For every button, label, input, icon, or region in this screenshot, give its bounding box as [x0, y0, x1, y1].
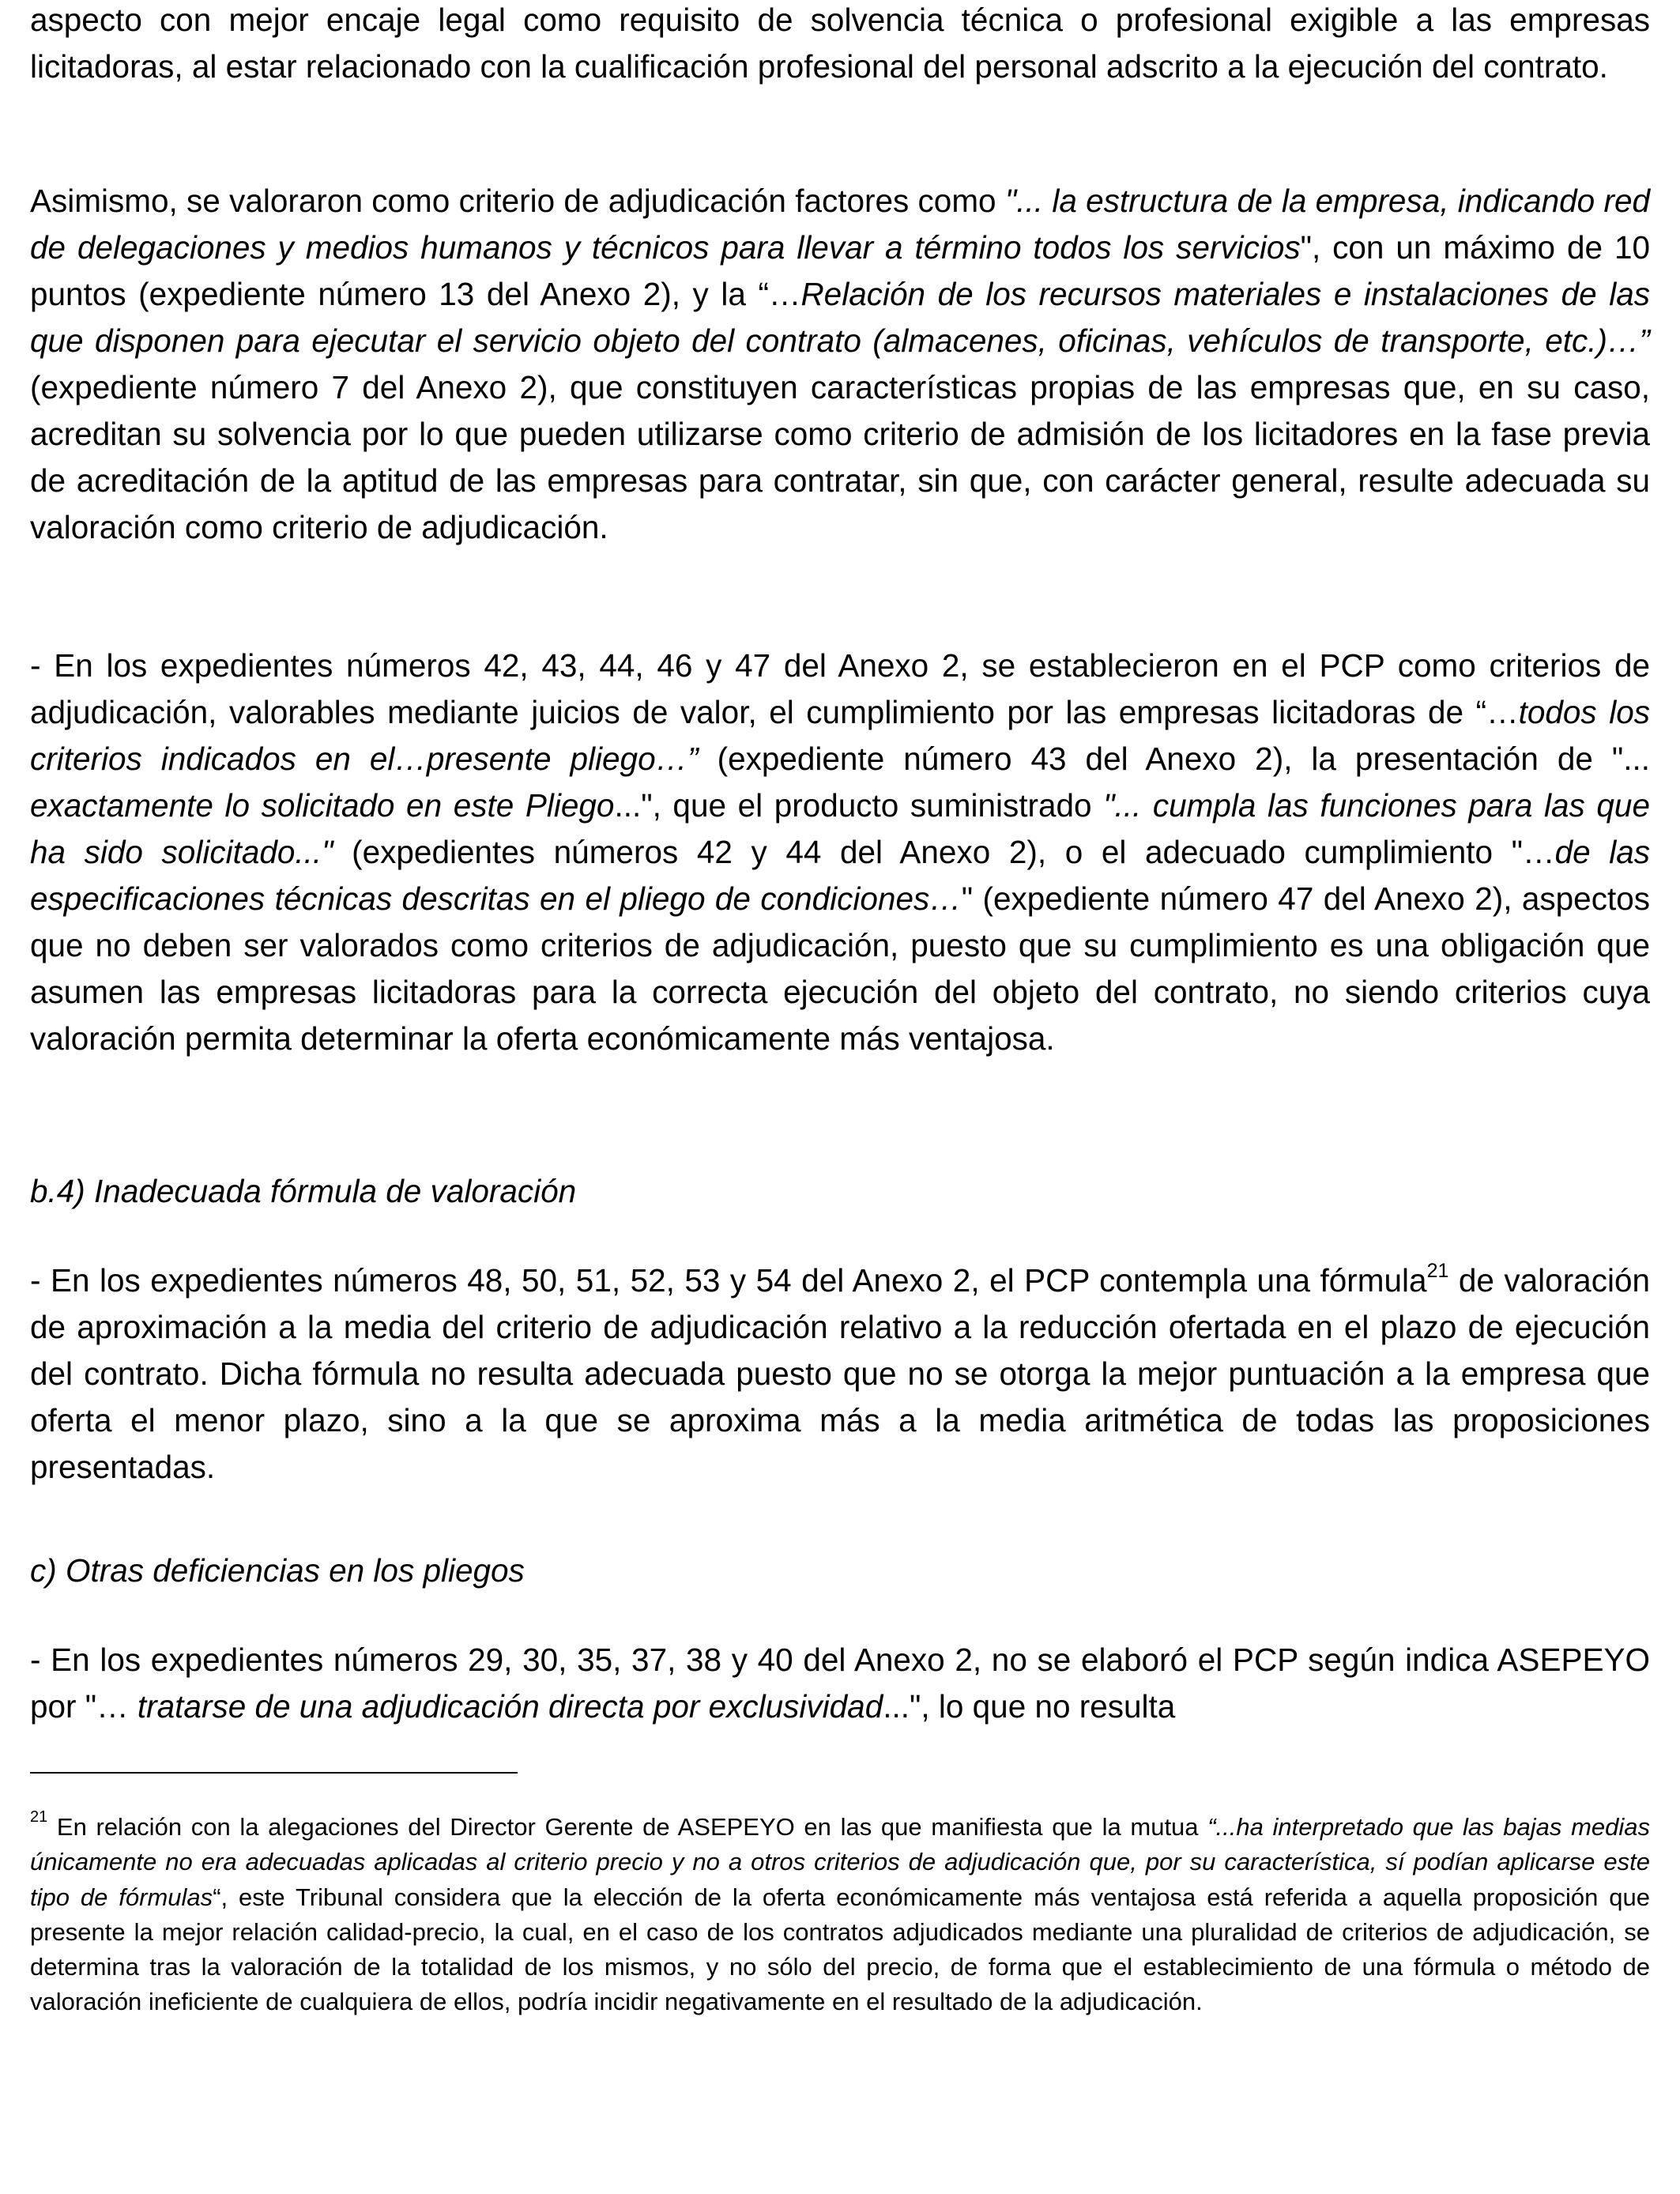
footnote-text-b: “, este Tribunal considera que la elección de la oferta económicamente más ventajosa está referida a aquella proposición que presente la mejor relación calidad-precio, la cual, en el caso de los contratos adjudicados mediante una pluralidad de criterios de adjudicación, se determina tras la valoración de la totalidad de los mismos, y no sólo del precio, de forma que el establecimiento de una fórmula o método de valoración ineficiente de cualquiera de ellos, podría incidir negativamente en el resultado de la adjudicación. — [30, 1883, 1650, 2016]
footnote-21 — [30, 1810, 1650, 2020]
paragraph-2 — [30, 178, 1650, 551]
footnote-text-a: En relación con la alegaciones del Director Gerente de ASEPEYO en las que manifiesta que la mutua — [47, 1813, 1208, 1841]
paragraph-4 — [30, 1257, 1650, 1491]
paragraph-3-text-d: (expedientes números 42 y 44 del Anexo 2), o el adecuado cumplimiento "… — [333, 834, 1555, 870]
paragraph-3-quote-b: exactamente lo solicitado en este Pliego — [30, 787, 615, 824]
paragraph-3-quote-d: de las especificaciones técnicas descritas en el pliego de condiciones… — [30, 834, 1650, 917]
paragraph-3-quote-c: "... cumpla las funciones para las que ha sido solicitado..." — [30, 787, 1650, 870]
footnote-separator — [30, 1772, 518, 1774]
paragraph-2-text-b: ", con un máximo de 10 puntos (expediente número 13 del Anexo 2), y la “… — [30, 229, 1651, 312]
paragraph-3-text-b: (expediente número 43 del Anexo 2), la presentación de "... — [698, 741, 1650, 777]
paragraph-2-quote-a: "... la estructura de la empresa, indicando red de delegaciones y medios humanos y técnicos para llevar a término todos los servicios — [30, 183, 1650, 266]
paragraph-5-text-b: ...", lo que no resulta — [883, 1688, 1176, 1725]
paragraph-2-text-c: (expediente número 7 del Anexo 2), que constituyen características propias de las empresas que, en su caso, acreditan su solvencia por lo que pueden utilizarse como criterio de admisión de los licitadores en la fase previa de acreditación de la aptitud de las empresas para contratar, sin que, con carácter general, resulte adecuada su valoración como criterio de adjudicación. — [30, 369, 1650, 545]
paragraph-3 — [30, 643, 1650, 1062]
paragraph-5 — [30, 1637, 1650, 1730]
paragraph-4-text-b: de valoración de aproximación a la media del criterio de adjudicación relativo a la reducción ofertada en el plazo de ejecución del contrato. Dicha fórmula no resulta adecuada puesto que no se otorga la mejor puntuación a la empresa que oferta el menor plazo, sino a la que se aproxima más a la media aritmética de todas las proposiciones presentadas. — [30, 1262, 1651, 1485]
paragraph-2-quote-b: Relación de los recursos materiales e instalaciones de las que disponen para ejecutar el servicio objeto del contrato (almacenes, oficinas, vehículos de transporte, etc.)…” — [30, 276, 1651, 359]
paragraph-3-text-c: ...", que el producto suministrado — [614, 787, 1104, 824]
section-heading-b4: b.4) Inadecuada fórmula de valoración — [30, 1173, 577, 1209]
footnote-quote: “...ha interpretado que las bajas medias únicamente no era adecuadas aplicadas al criterio precio y no a otros criterios de adjudicación que, por su característica, sí podían aplicarse este tipo de fórmulas — [30, 1813, 1650, 1911]
footnote-reference[interactable]: 21 — [1426, 1259, 1449, 1282]
paragraph-5-text-a: - En los expedientes números 29, 30, 35, 37, 38 y 40 del Anexo 2, no se elaboró el PCP según indica ASEPEYO por "… — [30, 1642, 1650, 1725]
section-heading-c: c) Otras deficiencias en los pliegos — [30, 1552, 525, 1589]
paragraph-1 — [30, 0, 1650, 90]
footnote-number: 21 — [30, 1808, 48, 1826]
paragraph-3-text-e: " (expediente número 47 del Anexo 2), aspectos que no deben ser valorados como criterios de adjudicación, puesto que su cumplimiento es una obligación que asumen las empresas licitadoras para la correcta ejecución del objeto del contrato, no siendo criterios cuya valoración permita determinar la oferta económicamente más ventajosa. — [30, 880, 1650, 1057]
paragraph-1-text: aspecto con mejor encaje legal como requisito de solvencia técnica o profesional exigible a las empresas licitadoras, al estar relacionado con la cualificación profesional del personal adscrito a la ejecución del contrato. — [30, 2, 1650, 85]
paragraph-5-quote-a: tratarse de una adjudicación directa por exclusividad — [137, 1688, 883, 1725]
paragraph-4-text-a: - En los expedientes números 48, 50, 51, 52, 53 y 54 del Anexo 2, el PCP contempla una fórmula — [30, 1262, 1427, 1299]
paragraph-2-text-a: Asimismo, se valoraron como criterio de adjudicación factores como — [30, 183, 1005, 219]
paragraph-3-quote-a: todos los criterios indicados en el…presente pliego…” — [30, 694, 1650, 777]
paragraph-3-text-a: - En los expedientes números 42, 43, 44, 46 y 47 del Anexo 2, se establecieron en el PCP como criterios de adjudicación, valorables mediante juicios de valor, el cumplimiento por las empresas licitadoras de “… — [30, 647, 1650, 730]
